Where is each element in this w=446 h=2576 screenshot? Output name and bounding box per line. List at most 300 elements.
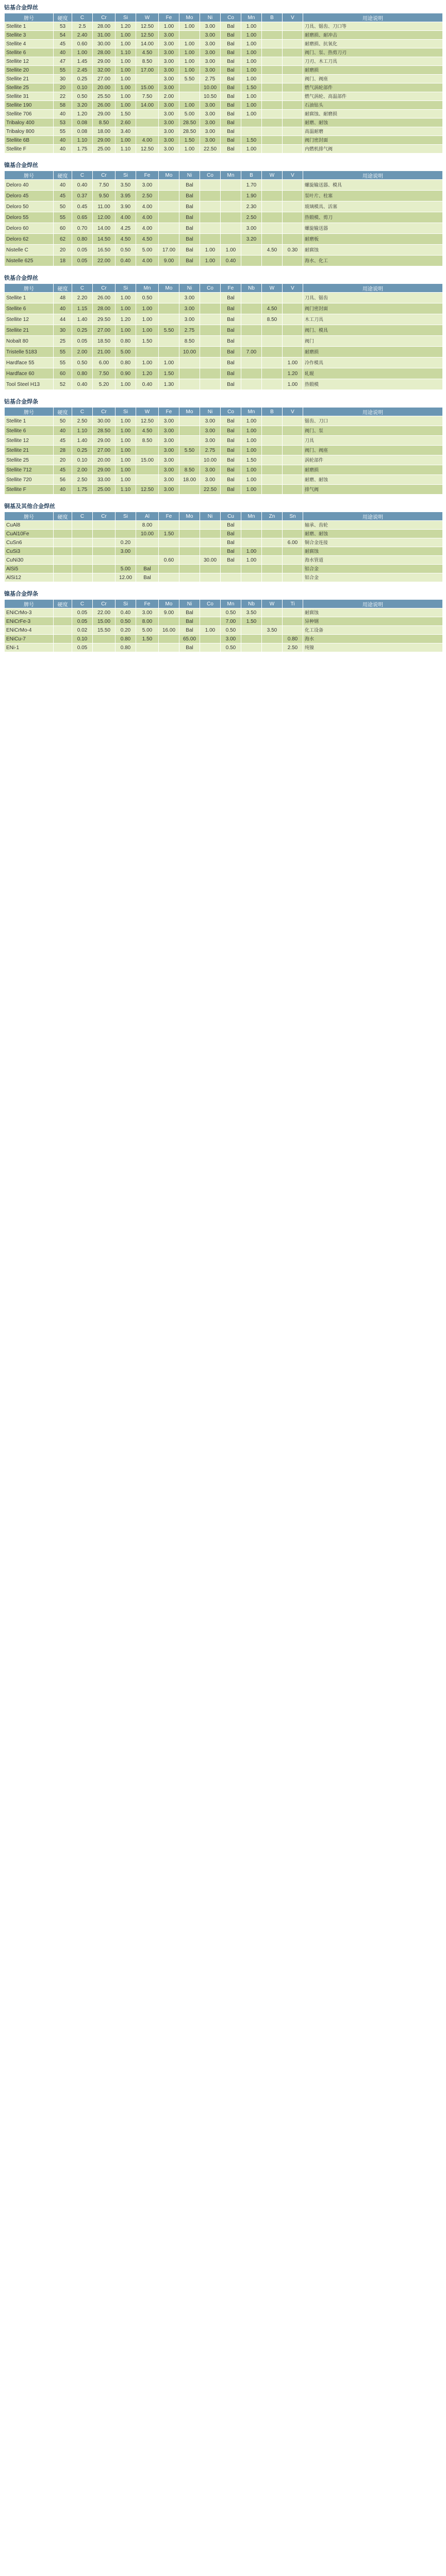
value-cell: 30	[54, 325, 72, 336]
column-header: 硬度	[54, 600, 72, 608]
value-cell: 0.50	[72, 358, 93, 368]
table-row	[5, 465, 443, 475]
value-cell	[179, 92, 200, 101]
grade-cell: CuSi3	[5, 547, 54, 556]
column-header: W	[262, 171, 283, 180]
value-cell: 3.40	[115, 127, 136, 136]
grade-cell: Stellite 6	[5, 426, 54, 436]
value-cell: 3.00	[200, 127, 221, 136]
value-cell: Bal	[221, 145, 241, 154]
grade-cell: Stellite 12	[5, 314, 54, 325]
value-cell	[283, 180, 303, 191]
value-cell: 9.00	[159, 256, 179, 266]
value-cell: Bal	[221, 325, 241, 336]
value-cell: 58	[54, 101, 72, 110]
value-cell: 28.00	[93, 48, 115, 57]
value-cell: Bal	[221, 48, 241, 57]
value-cell: 1.00	[283, 358, 303, 368]
value-cell	[179, 368, 200, 379]
usage-cell: 螺旋输送器	[303, 223, 443, 234]
value-cell: 3.00	[241, 223, 262, 234]
value-cell: 1.00	[221, 245, 241, 256]
value-cell: 1.00	[179, 57, 200, 66]
usage-cell: 耐腐蚀	[303, 547, 443, 556]
value-cell	[136, 347, 159, 358]
value-cell	[262, 180, 283, 191]
value-cell: 0.25	[72, 446, 93, 455]
value-cell: 53	[54, 22, 72, 31]
value-cell	[221, 223, 241, 234]
value-cell: 0.60	[72, 40, 93, 48]
value-cell: 3.00	[200, 436, 221, 446]
value-cell: 33.00	[93, 475, 115, 485]
value-cell: 1.40	[72, 314, 93, 325]
value-cell: 1.50	[115, 110, 136, 118]
value-cell: 2.75	[200, 75, 221, 83]
value-cell	[200, 180, 221, 191]
value-cell: 7.50	[93, 180, 115, 191]
value-cell: 0.50	[221, 626, 241, 635]
column-header: Ni	[179, 171, 200, 180]
value-cell: 15.50	[93, 626, 115, 635]
value-cell	[241, 325, 262, 336]
grade-cell: Tool Steel H13	[5, 379, 54, 390]
value-cell: 1.00	[115, 426, 136, 436]
column-header: Fe	[221, 284, 241, 293]
column-header: Mo	[159, 171, 179, 180]
value-cell: 3.00	[159, 101, 179, 110]
data-table	[4, 13, 443, 154]
value-cell	[54, 538, 72, 547]
value-cell	[283, 136, 303, 145]
value-cell	[283, 22, 303, 31]
column-header: Co	[200, 171, 221, 180]
value-cell: 22.00	[93, 608, 115, 617]
value-cell	[54, 521, 72, 530]
value-cell: 4.50	[262, 245, 283, 256]
column-header: Nb	[241, 600, 262, 608]
value-cell: 3.00	[159, 127, 179, 136]
value-cell: 0.05	[72, 336, 93, 347]
value-cell: Bal	[179, 212, 200, 223]
value-cell: 1.00	[115, 416, 136, 426]
value-cell	[283, 347, 303, 358]
value-cell	[54, 635, 72, 643]
value-cell	[179, 83, 200, 92]
value-cell	[136, 118, 159, 127]
value-cell	[54, 573, 72, 582]
value-cell: 3.20	[72, 101, 93, 110]
value-cell: 3.00	[200, 22, 221, 31]
value-cell: 4.50	[136, 48, 159, 57]
value-cell	[179, 426, 200, 436]
value-cell: 0.05	[72, 643, 93, 652]
value-cell: 8.00	[136, 521, 159, 530]
value-cell: 14.50	[93, 234, 115, 245]
value-cell: 3.00	[159, 485, 179, 495]
value-cell	[262, 110, 283, 118]
column-header: 用途说明	[303, 600, 443, 608]
value-cell	[283, 40, 303, 48]
value-cell	[136, 475, 159, 485]
value-cell: 1.00	[115, 101, 136, 110]
grade-cell: Stellite 706	[5, 110, 54, 118]
value-cell	[283, 57, 303, 66]
value-cell: 1.00	[115, 325, 136, 336]
value-cell	[93, 530, 115, 538]
table-row	[5, 446, 443, 455]
value-cell: Bal	[179, 180, 200, 191]
value-cell: Bal	[221, 110, 241, 118]
value-cell: 30.00	[200, 556, 221, 565]
value-cell	[200, 314, 221, 325]
value-cell	[262, 416, 283, 426]
value-cell: 8.50	[93, 118, 115, 127]
value-cell: 0.90	[115, 368, 136, 379]
column-header: Co	[200, 284, 221, 293]
value-cell: 3.00	[200, 57, 221, 66]
section	[0, 499, 446, 586]
value-cell: 2.00	[72, 347, 93, 358]
usage-cell: 螺旋输送器、模具	[303, 180, 443, 191]
value-cell	[159, 635, 179, 643]
column-header: 硬度	[54, 512, 72, 521]
value-cell: 29.00	[93, 436, 115, 446]
value-cell: 4.50	[115, 234, 136, 245]
value-cell: 20.00	[93, 455, 115, 465]
value-cell	[179, 31, 200, 40]
value-cell	[283, 626, 303, 635]
value-cell: 7.50	[93, 368, 115, 379]
column-header: Fe	[159, 13, 179, 22]
value-cell: 2.75	[179, 325, 200, 336]
value-cell: 1.50	[136, 336, 159, 347]
value-cell	[93, 643, 115, 652]
value-cell	[283, 234, 303, 245]
value-cell: 1.00	[115, 136, 136, 145]
value-cell	[241, 643, 262, 652]
value-cell	[159, 314, 179, 325]
table-row	[5, 426, 443, 436]
value-cell	[262, 293, 283, 303]
usage-cell: 石油钻头	[303, 101, 443, 110]
column-header: Fe	[136, 600, 159, 608]
value-cell: 9.50	[93, 191, 115, 201]
value-cell	[159, 201, 179, 212]
column-header: 用途说明	[303, 512, 443, 521]
table-row	[5, 191, 443, 201]
value-cell: 6.00	[93, 358, 115, 368]
value-cell: 1.00	[115, 436, 136, 446]
usage-cell: 冷作模具	[303, 358, 443, 368]
column-header: Si	[115, 284, 136, 293]
value-cell: 30.00	[93, 416, 115, 426]
value-cell: 40	[54, 145, 72, 154]
value-cell: 55	[54, 212, 72, 223]
value-cell: Bal	[179, 626, 200, 635]
value-cell: 5.00	[179, 110, 200, 118]
value-cell: 10.00	[136, 530, 159, 538]
table-row	[5, 256, 443, 266]
value-cell	[93, 573, 115, 582]
value-cell: 21.00	[93, 347, 115, 358]
column-header: B	[262, 408, 283, 416]
value-cell: Bal	[221, 66, 241, 75]
value-cell	[283, 547, 303, 556]
value-cell	[93, 565, 115, 573]
value-cell: 31.00	[93, 31, 115, 40]
value-cell: 28	[54, 446, 72, 455]
usage-cell: 刀具、锯齿	[303, 293, 443, 303]
value-cell: 40	[54, 303, 72, 314]
value-cell	[262, 565, 283, 573]
value-cell	[200, 191, 221, 201]
value-cell: 3.00	[200, 110, 221, 118]
value-cell: 1.00	[179, 48, 200, 57]
value-cell: 40	[54, 110, 72, 118]
value-cell: 0.80	[115, 336, 136, 347]
usage-cell: 玻璃模具、活塞	[303, 201, 443, 212]
value-cell	[283, 31, 303, 40]
value-cell	[179, 379, 200, 390]
value-cell	[241, 368, 262, 379]
value-cell	[159, 521, 179, 530]
value-cell	[200, 608, 221, 617]
value-cell: 0.10	[72, 83, 93, 92]
value-cell	[241, 293, 262, 303]
table-row	[5, 368, 443, 379]
usage-cell: 海水	[303, 635, 443, 643]
grade-cell: ENi-1	[5, 643, 54, 652]
value-cell: 0.05	[72, 256, 93, 266]
value-cell	[200, 347, 221, 358]
grade-cell: Stellite 12	[5, 436, 54, 446]
table-row	[5, 538, 443, 547]
value-cell	[262, 48, 283, 57]
value-cell	[283, 565, 303, 573]
value-cell	[136, 446, 159, 455]
value-cell	[179, 436, 200, 446]
value-cell: 0.25	[72, 75, 93, 83]
value-cell	[159, 573, 179, 582]
value-cell: 29.50	[93, 314, 115, 325]
value-cell	[136, 556, 159, 565]
value-cell: 0.02	[72, 626, 93, 635]
value-cell: 7.50	[136, 92, 159, 101]
value-cell: Bal	[221, 556, 241, 565]
value-cell: 1.00	[136, 325, 159, 336]
value-cell: 4.50	[262, 303, 283, 314]
usage-cell: 轧辊	[303, 368, 443, 379]
value-cell: 18	[54, 256, 72, 266]
value-cell	[241, 314, 262, 325]
value-cell: 4.50	[136, 234, 159, 245]
value-cell	[93, 556, 115, 565]
column-header: Mn	[241, 13, 262, 22]
value-cell: 3.00	[159, 145, 179, 154]
value-cell: 4.00	[136, 136, 159, 145]
section	[0, 394, 446, 499]
grade-cell: Stellite 6B	[5, 136, 54, 145]
grade-cell: CuAl8	[5, 521, 54, 530]
usage-cell: 耐磨损	[303, 465, 443, 475]
column-header: V	[283, 171, 303, 180]
table-row	[5, 22, 443, 31]
usage-cell: 阀门、阀座	[303, 75, 443, 83]
value-cell	[262, 358, 283, 368]
value-cell: 3.00	[159, 416, 179, 426]
value-cell: Bal	[221, 446, 241, 455]
value-cell: 8.00	[136, 617, 159, 626]
usage-cell: 轴承、齿轮	[303, 521, 443, 530]
value-cell	[241, 245, 262, 256]
value-cell: 3.00	[200, 136, 221, 145]
section-spacer	[0, 652, 446, 656]
table-row	[5, 336, 443, 347]
value-cell: 8.50	[179, 336, 200, 347]
value-cell: 11.00	[93, 201, 115, 212]
value-cell: 0.25	[72, 325, 93, 336]
value-cell: 0.70	[72, 223, 93, 234]
grade-cell: AlSi12	[5, 573, 54, 582]
value-cell	[159, 191, 179, 201]
value-cell: 3.00	[221, 635, 241, 643]
value-cell	[283, 118, 303, 127]
value-cell	[262, 256, 283, 266]
value-cell	[159, 565, 179, 573]
value-cell: 25	[54, 336, 72, 347]
value-cell	[283, 608, 303, 617]
value-cell: 1.00	[136, 358, 159, 368]
section	[0, 158, 446, 270]
header-row	[5, 512, 443, 521]
value-cell	[241, 256, 262, 266]
table-row	[5, 556, 443, 565]
grade-cell: CuAl10Fe	[5, 530, 54, 538]
value-cell: 1.00	[115, 465, 136, 475]
value-cell: Bal	[179, 223, 200, 234]
value-cell	[72, 538, 93, 547]
value-cell	[179, 416, 200, 426]
value-cell	[159, 347, 179, 358]
column-header: Mo	[179, 512, 200, 521]
value-cell	[262, 212, 283, 223]
grade-cell: ENiCrMo-3	[5, 608, 54, 617]
value-cell: 12.50	[136, 485, 159, 495]
value-cell: 1.00	[241, 465, 262, 475]
value-cell: 2.50	[241, 212, 262, 223]
value-cell: 0.08	[72, 118, 93, 127]
value-cell: Bal	[221, 136, 241, 145]
value-cell	[159, 303, 179, 314]
usage-cell: 涡轮部件	[303, 455, 443, 465]
value-cell: 40	[54, 485, 72, 495]
value-cell: 22.50	[200, 485, 221, 495]
value-cell	[262, 446, 283, 455]
value-cell	[93, 635, 115, 643]
value-cell: 1.00	[200, 245, 221, 256]
value-cell	[221, 191, 241, 201]
usage-cell: 耐磨、耐蚀	[303, 118, 443, 127]
value-cell	[54, 626, 72, 635]
value-cell: 0.10	[72, 635, 93, 643]
value-cell: Bal	[221, 455, 241, 465]
header-row	[5, 600, 443, 608]
value-cell	[283, 436, 303, 446]
grade-cell: Stellite 720	[5, 475, 54, 485]
value-cell: 50	[54, 201, 72, 212]
grade-cell: ENiCu-7	[5, 635, 54, 643]
value-cell	[262, 347, 283, 358]
value-cell	[241, 336, 262, 347]
value-cell	[283, 521, 303, 530]
usage-cell: 锯齿、刀口	[303, 416, 443, 426]
value-cell: 25.50	[93, 92, 115, 101]
usage-cell: 排气阀	[303, 485, 443, 495]
value-cell: 2.50	[136, 191, 159, 201]
value-cell: 3.00	[159, 75, 179, 83]
value-cell	[241, 626, 262, 635]
column-header: 硬度	[54, 408, 72, 416]
table-row	[5, 436, 443, 446]
value-cell	[262, 379, 283, 390]
column-header: C	[72, 284, 93, 293]
value-cell	[179, 573, 200, 582]
value-cell: 0.40	[115, 608, 136, 617]
grade-cell: Stellite 21	[5, 446, 54, 455]
value-cell: 1.75	[72, 145, 93, 154]
column-header: Ti	[283, 600, 303, 608]
table-row	[5, 314, 443, 325]
column-header: Mo	[179, 408, 200, 416]
usage-cell: 耐磨损、抗氧化	[303, 40, 443, 48]
value-cell: 48	[54, 293, 72, 303]
value-cell: 0.40	[221, 256, 241, 266]
value-cell: 0.05	[72, 245, 93, 256]
table-row	[5, 101, 443, 110]
grade-cell: ENiCrFe-3	[5, 617, 54, 626]
value-cell: 20	[54, 245, 72, 256]
value-cell	[115, 530, 136, 538]
value-cell	[283, 325, 303, 336]
value-cell	[54, 530, 72, 538]
value-cell: 1.00	[241, 145, 262, 154]
value-cell: 3.00	[179, 303, 200, 314]
value-cell	[159, 547, 179, 556]
value-cell	[54, 643, 72, 652]
value-cell	[262, 547, 283, 556]
value-cell: 8.50	[136, 436, 159, 446]
value-cell	[283, 223, 303, 234]
table-row	[5, 234, 443, 245]
value-cell: 28.50	[93, 426, 115, 436]
value-cell: 1.20	[115, 314, 136, 325]
value-cell: 1.00	[115, 293, 136, 303]
value-cell: 45	[54, 436, 72, 446]
value-cell: 1.20	[136, 368, 159, 379]
value-cell: 27.00	[93, 75, 115, 83]
table-row	[5, 75, 443, 83]
usage-cell: 泵叶片、柱塞	[303, 191, 443, 201]
value-cell	[241, 565, 262, 573]
value-cell	[200, 643, 221, 652]
usage-cell: 铜合金连接	[303, 538, 443, 547]
value-cell	[283, 573, 303, 582]
value-cell	[262, 234, 283, 245]
data-table	[4, 283, 443, 390]
value-cell	[136, 465, 159, 475]
value-cell: 14.00	[136, 101, 159, 110]
